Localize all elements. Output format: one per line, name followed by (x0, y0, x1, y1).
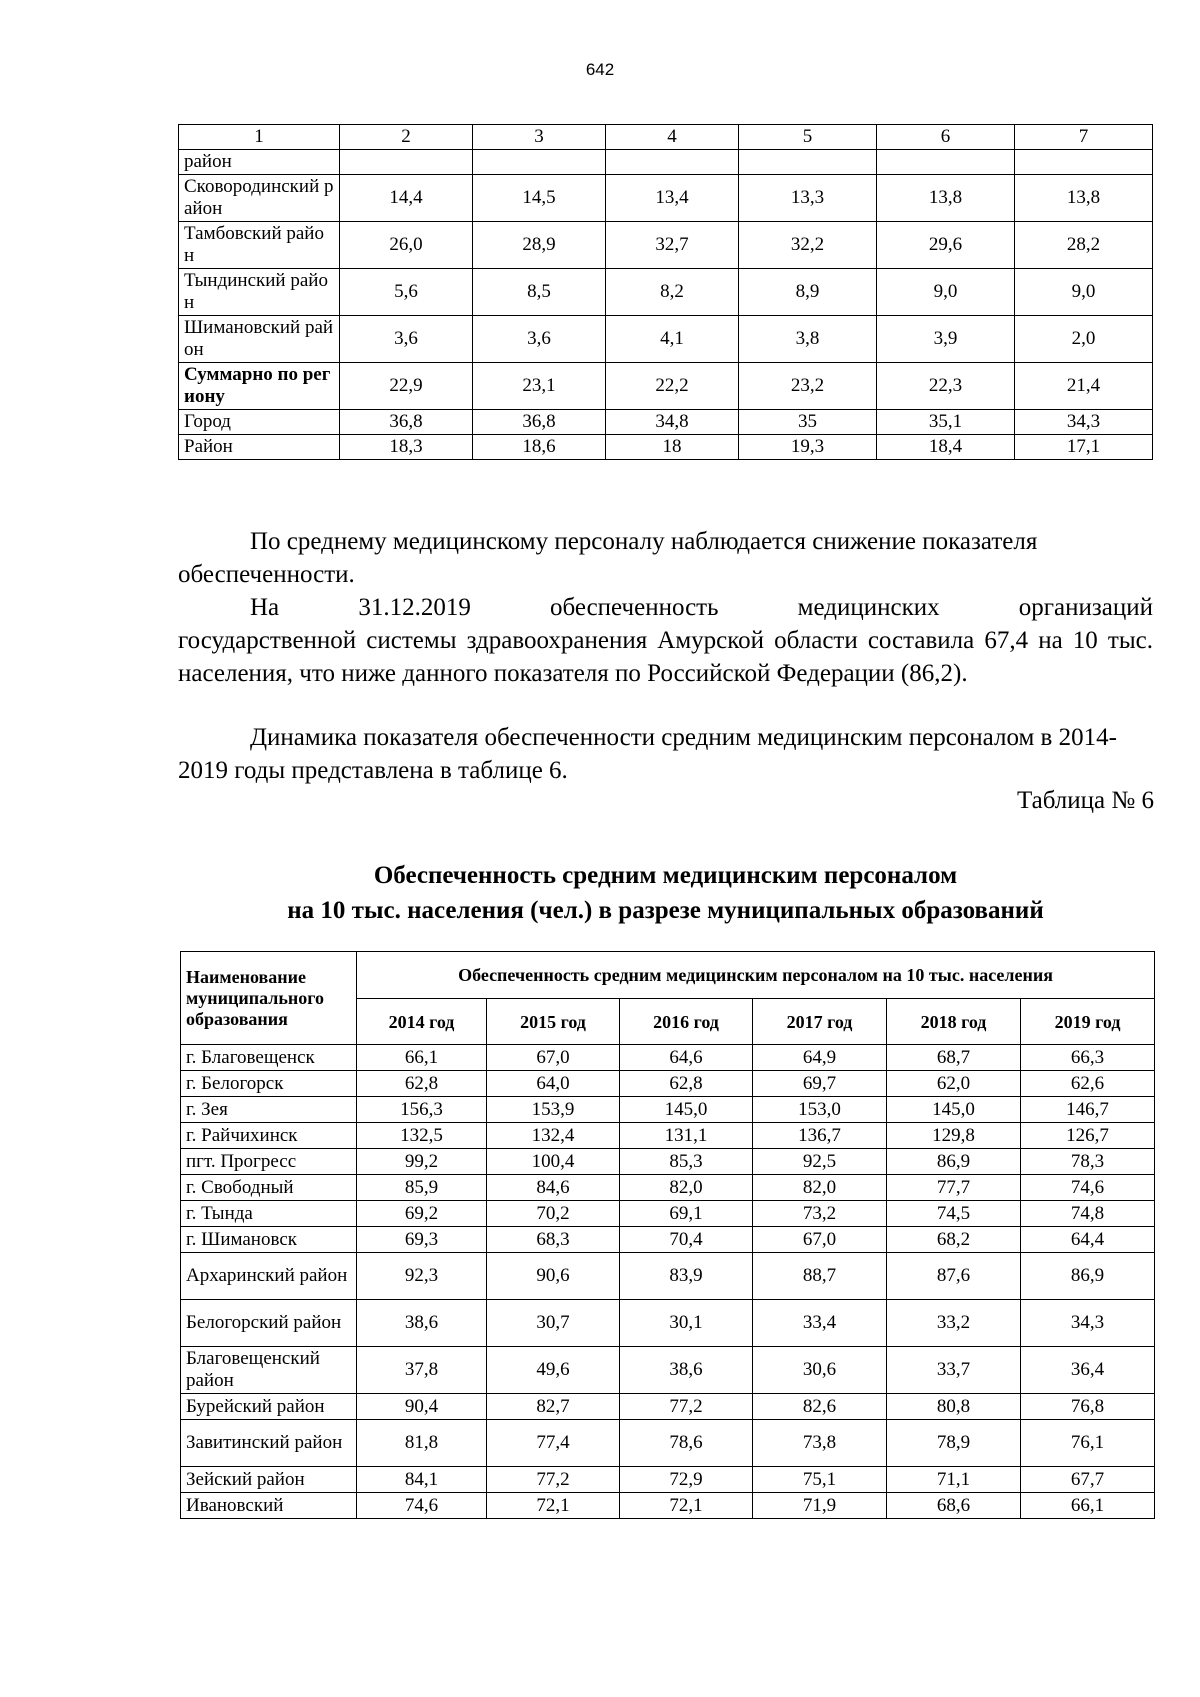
value-cell: 62,8 (357, 1071, 487, 1097)
row-name-cell: район (179, 150, 340, 175)
table-row (181, 1253, 1155, 1300)
value-cell: 129,8 (887, 1123, 1021, 1149)
value-cell: 3,8 (739, 316, 877, 363)
value-cell: 77,2 (487, 1467, 620, 1493)
table-row (181, 1201, 1155, 1227)
value-cell: 78,3 (1021, 1149, 1155, 1175)
value-cell: 66,1 (357, 1045, 487, 1071)
value-cell: 72,9 (620, 1467, 753, 1493)
table-2-year-header: 2019 год (1021, 999, 1155, 1045)
value-cell: 69,1 (620, 1201, 753, 1227)
value-cell: 33,4 (753, 1300, 887, 1347)
value-cell: 70,4 (620, 1227, 753, 1253)
table-row (181, 1227, 1155, 1253)
value-cell: 8,9 (739, 269, 877, 316)
table-2 (180, 951, 1155, 1519)
value-cell: 34,3 (1015, 410, 1153, 435)
value-cell: 85,9 (357, 1175, 487, 1201)
value-cell: 92,3 (357, 1253, 487, 1300)
value-cell: 67,0 (753, 1227, 887, 1253)
value-cell: 78,6 (620, 1420, 753, 1467)
value-cell: 69,2 (357, 1201, 487, 1227)
row-name-cell: Архаринский район (181, 1253, 357, 1300)
value-cell: 74,8 (1021, 1201, 1155, 1227)
value-cell: 100,4 (487, 1149, 620, 1175)
value-cell: 19,3 (739, 435, 877, 460)
row-name-cell: г. Белогорск (181, 1071, 357, 1097)
paragraph-2-word: На (250, 594, 280, 621)
table-row (181, 1467, 1155, 1493)
paragraph-2-word: обеспеченность (549, 594, 719, 621)
value-cell (473, 150, 606, 175)
value-cell: 153,0 (753, 1097, 887, 1123)
value-cell: 73,2 (753, 1201, 887, 1227)
row-name-cell: г. Шимановск (181, 1227, 357, 1253)
value-cell: 73,8 (753, 1420, 887, 1467)
value-cell: 84,6 (487, 1175, 620, 1201)
value-cell: 34,3 (1021, 1300, 1155, 1347)
row-name-cell: Суммарно по региону (179, 363, 340, 410)
value-cell: 82,0 (753, 1175, 887, 1201)
value-cell: 30,1 (620, 1300, 753, 1347)
value-cell: 62,6 (1021, 1071, 1155, 1097)
row-name-cell: Тамбовский район (179, 222, 340, 269)
value-cell: 68,2 (887, 1227, 1021, 1253)
value-cell: 86,9 (887, 1149, 1021, 1175)
value-cell: 74,5 (887, 1201, 1021, 1227)
value-cell: 132,4 (487, 1123, 620, 1149)
value-cell: 9,0 (877, 269, 1015, 316)
value-cell: 36,8 (340, 410, 473, 435)
value-cell: 21,4 (1015, 363, 1153, 410)
table-row (179, 435, 1153, 460)
value-cell: 3,9 (877, 316, 1015, 363)
table-row (179, 175, 1153, 222)
value-cell: 87,6 (887, 1253, 1021, 1300)
value-cell: 2,0 (1015, 316, 1153, 363)
value-cell: 38,6 (357, 1300, 487, 1347)
value-cell: 33,7 (887, 1347, 1021, 1394)
value-cell: 35 (739, 410, 877, 435)
value-cell: 18,4 (877, 435, 1015, 460)
value-cell: 13,3 (739, 175, 877, 222)
value-cell: 23,1 (473, 363, 606, 410)
value-cell: 68,7 (887, 1045, 1021, 1071)
value-cell: 145,0 (887, 1097, 1021, 1123)
value-cell: 145,0 (620, 1097, 753, 1123)
value-cell: 8,2 (606, 269, 739, 316)
table-1-header-cell: 6 (877, 125, 1015, 150)
value-cell: 76,8 (1021, 1394, 1155, 1420)
value-cell: 75,1 (753, 1467, 887, 1493)
table-row (181, 1493, 1155, 1519)
table-row (181, 1347, 1155, 1394)
row-name-cell: Шимановский район (179, 316, 340, 363)
row-name-cell: г. Тында (181, 1201, 357, 1227)
value-cell: 132,5 (357, 1123, 487, 1149)
value-cell (1015, 150, 1153, 175)
value-cell: 82,7 (487, 1394, 620, 1420)
table-row (181, 1097, 1155, 1123)
value-cell: 156,3 (357, 1097, 487, 1123)
paragraph-3-block (178, 721, 1153, 787)
value-cell: 68,3 (487, 1227, 620, 1253)
value-cell: 146,7 (1021, 1097, 1155, 1123)
table-row (179, 269, 1153, 316)
value-cell: 84,1 (357, 1467, 487, 1493)
table-1-body (179, 150, 1153, 460)
value-cell: 99,2 (357, 1149, 487, 1175)
table-2-name-header: Наименование муниципального образования (181, 952, 357, 1045)
value-cell: 36,4 (1021, 1347, 1155, 1394)
value-cell: 126,7 (1021, 1123, 1155, 1149)
paragraph-3: Динамика показателя обеспеченности средним медицинским персоналом в 2014-2019 годы представлена в таблице 6. (178, 724, 1117, 784)
value-cell: 68,6 (887, 1493, 1021, 1519)
table-title-line-1: Обеспеченность средним медицинским персоналом (373, 862, 958, 889)
row-name-cell: Ивановский (181, 1493, 357, 1519)
value-cell: 18,6 (473, 435, 606, 460)
table-1-header-cell: 7 (1015, 125, 1153, 150)
table-title-line-2: на 10 тыс. населения (чел.) в разрезе муниципальных образований (287, 897, 1044, 924)
value-cell: 32,7 (606, 222, 739, 269)
row-name-cell: г. Зея (181, 1097, 357, 1123)
row-name-cell: Тындинский район (179, 269, 340, 316)
paragraph-2-word: организаций (1018, 594, 1153, 621)
table-2-year-header: 2018 год (887, 999, 1021, 1045)
value-cell: 22,3 (877, 363, 1015, 410)
paragraph-1-block (178, 525, 1153, 591)
value-cell: 82,6 (753, 1394, 887, 1420)
value-cell: 3,6 (473, 316, 606, 363)
value-cell: 62,0 (887, 1071, 1021, 1097)
paragraph-2-word: медицинских (797, 594, 940, 621)
value-cell: 22,2 (606, 363, 739, 410)
value-cell: 80,8 (887, 1394, 1021, 1420)
table-2-body (181, 1045, 1155, 1519)
table-row (179, 222, 1153, 269)
value-cell: 14,5 (473, 175, 606, 222)
value-cell: 67,0 (487, 1045, 620, 1071)
value-cell: 77,4 (487, 1420, 620, 1467)
table-row (179, 150, 1153, 175)
row-name-cell: Город (179, 410, 340, 435)
table-row (181, 1394, 1155, 1420)
value-cell: 153,9 (487, 1097, 620, 1123)
table-row (181, 1071, 1155, 1097)
value-cell: 28,9 (473, 222, 606, 269)
value-cell: 22,9 (340, 363, 473, 410)
value-cell: 8,5 (473, 269, 606, 316)
table-row (181, 1420, 1155, 1467)
table-2-year-header: 2015 год (487, 999, 620, 1045)
table-1-header-cell: 4 (606, 125, 739, 150)
value-cell: 64,0 (487, 1071, 620, 1097)
value-cell: 71,9 (753, 1493, 887, 1519)
row-name-cell: пгт. Прогресс (181, 1149, 357, 1175)
value-cell: 64,6 (620, 1045, 753, 1071)
value-cell: 28,2 (1015, 222, 1153, 269)
value-cell: 72,1 (487, 1493, 620, 1519)
paragraph-2-first-line (178, 591, 1153, 624)
value-cell: 49,6 (487, 1347, 620, 1394)
value-cell: 26,0 (340, 222, 473, 269)
paragraph-2-word: 31.12.2019 (358, 594, 471, 621)
table-2-year-header: 2016 год (620, 999, 753, 1045)
table-1-header-cell: 1 (179, 125, 340, 150)
table-row (181, 1175, 1155, 1201)
row-name-cell: Бурейский район (181, 1394, 357, 1420)
value-cell: 13,8 (877, 175, 1015, 222)
row-name-cell: г. Благовещенск (181, 1045, 357, 1071)
value-cell: 69,7 (753, 1071, 887, 1097)
value-cell: 77,2 (620, 1394, 753, 1420)
value-cell: 90,4 (357, 1394, 487, 1420)
table-1-header-cell: 3 (473, 125, 606, 150)
value-cell: 64,9 (753, 1045, 887, 1071)
value-cell: 72,1 (620, 1493, 753, 1519)
value-cell: 62,8 (620, 1071, 753, 1097)
value-cell: 67,7 (1021, 1467, 1155, 1493)
value-cell: 38,6 (620, 1347, 753, 1394)
value-cell: 71,1 (887, 1467, 1021, 1493)
table-1-header-cell: 5 (739, 125, 877, 150)
table-2-year-header: 2014 год (357, 999, 487, 1045)
table-1 (178, 124, 1153, 460)
value-cell: 30,7 (487, 1300, 620, 1347)
value-cell: 33,2 (887, 1300, 1021, 1347)
table-row (181, 1300, 1155, 1347)
row-name-cell: г. Свободный (181, 1175, 357, 1201)
table-1-header-row (179, 125, 1153, 150)
value-cell: 77,7 (887, 1175, 1021, 1201)
paragraph-2-rest: государственной системы здравоохранения Амурской области составила 67,4 на 10 тыс. населения, что ниже данного показателя по Российской Федерации (86,2). (178, 627, 1153, 687)
value-cell: 17,1 (1015, 435, 1153, 460)
value-cell (739, 150, 877, 175)
row-name-cell: Завитинский район (181, 1420, 357, 1467)
row-name-cell: Сковородинский район (179, 175, 340, 222)
value-cell: 86,9 (1021, 1253, 1155, 1300)
value-cell: 66,1 (1021, 1493, 1155, 1519)
table-2-year-header: 2017 год (753, 999, 887, 1045)
row-name-cell: г. Райчихинск (181, 1123, 357, 1149)
table-label: Таблица № 6 (1016, 787, 1154, 814)
value-cell: 37,8 (357, 1347, 487, 1394)
value-cell (340, 150, 473, 175)
value-cell: 66,3 (1021, 1045, 1155, 1071)
value-cell (877, 150, 1015, 175)
value-cell: 14,4 (340, 175, 473, 222)
value-cell: 9,0 (1015, 269, 1153, 316)
table-title (178, 858, 1153, 928)
table-row (181, 1045, 1155, 1071)
value-cell: 88,7 (753, 1253, 887, 1300)
paragraph-2-block (178, 591, 1153, 690)
page-number: 642 (585, 60, 615, 79)
value-cell: 131,1 (620, 1123, 753, 1149)
row-name-cell: Благовещенский район (181, 1347, 357, 1394)
value-cell: 82,0 (620, 1175, 753, 1201)
paragraph-1: По среднему медицинскому персоналу наблюдается снижение показателя обеспеченности. (178, 528, 1038, 588)
table-2-header-row (181, 952, 1155, 999)
value-cell: 4,1 (606, 316, 739, 363)
value-cell: 81,8 (357, 1420, 487, 1467)
value-cell: 13,8 (1015, 175, 1153, 222)
value-cell: 136,7 (753, 1123, 887, 1149)
value-cell: 74,6 (357, 1493, 487, 1519)
value-cell: 18 (606, 435, 739, 460)
table-row (179, 410, 1153, 435)
row-name-cell: Белогорский район (181, 1300, 357, 1347)
row-name-cell: Зейский район (181, 1467, 357, 1493)
value-cell: 90,6 (487, 1253, 620, 1300)
table-row (181, 1149, 1155, 1175)
value-cell: 83,9 (620, 1253, 753, 1300)
value-cell: 23,2 (739, 363, 877, 410)
value-cell: 13,4 (606, 175, 739, 222)
table-row (179, 363, 1153, 410)
row-name-cell: Район (179, 435, 340, 460)
table-row (181, 1123, 1155, 1149)
table-1-header-cell: 2 (340, 125, 473, 150)
table-2-group-header: Обеспеченность средним медицинским персоналом на 10 тыс. населения (357, 952, 1155, 999)
value-cell: 32,2 (739, 222, 877, 269)
value-cell: 69,3 (357, 1227, 487, 1253)
value-cell: 5,6 (340, 269, 473, 316)
value-cell: 29,6 (877, 222, 1015, 269)
value-cell: 3,6 (340, 316, 473, 363)
value-cell: 35,1 (877, 410, 1015, 435)
value-cell: 64,4 (1021, 1227, 1155, 1253)
value-cell (606, 150, 739, 175)
value-cell: 85,3 (620, 1149, 753, 1175)
value-cell: 92,5 (753, 1149, 887, 1175)
value-cell: 30,6 (753, 1347, 887, 1394)
table-row (179, 316, 1153, 363)
value-cell: 76,1 (1021, 1420, 1155, 1467)
value-cell: 70,2 (487, 1201, 620, 1227)
value-cell: 74,6 (1021, 1175, 1155, 1201)
value-cell: 36,8 (473, 410, 606, 435)
value-cell: 18,3 (340, 435, 473, 460)
value-cell: 34,8 (606, 410, 739, 435)
value-cell: 78,9 (887, 1420, 1021, 1467)
